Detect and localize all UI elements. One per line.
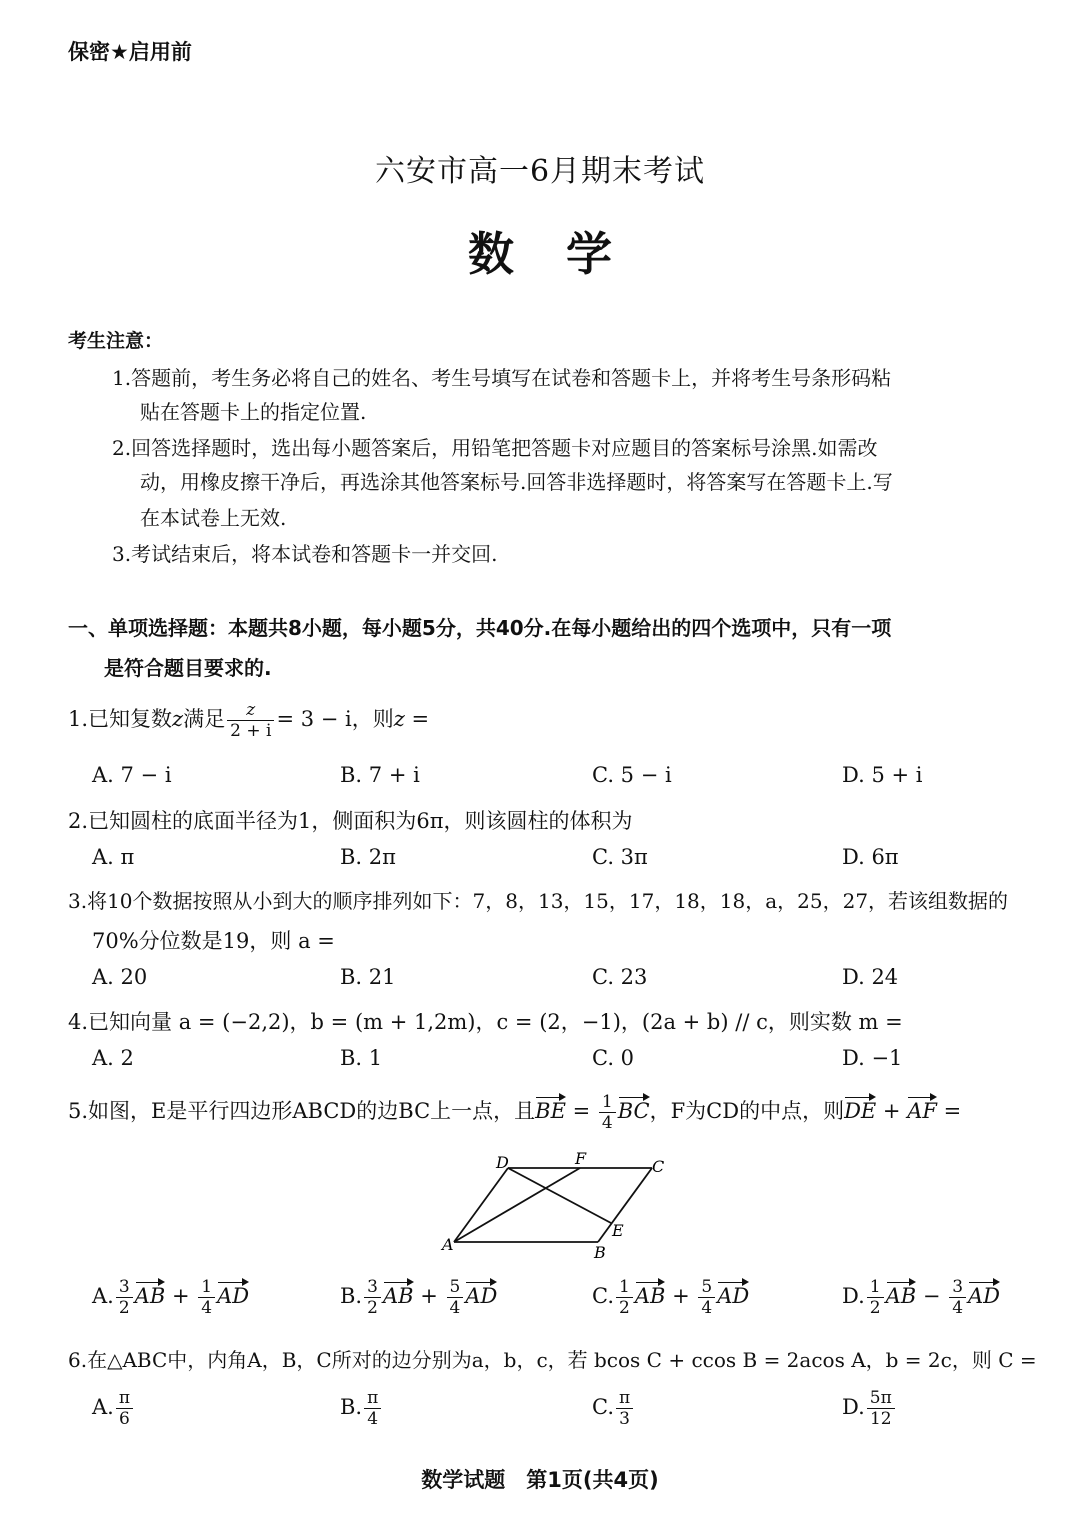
- operator: +: [672, 1284, 690, 1308]
- q1-pre: 1.已知复数: [68, 707, 173, 731]
- vector-ab: AB: [383, 1280, 414, 1308]
- operator: +: [171, 1284, 190, 1308]
- label-e: E: [612, 1221, 624, 1240]
- q5-frac-den: 4: [601, 1113, 613, 1133]
- q5-option-a-frac1: [116, 1277, 133, 1318]
- notice-line-1: 1.答题前，考生务必将自己的姓名、考生号填写在试卷和答题卡上，并将考生号条形码粘: [112, 366, 892, 390]
- q6-option-c: [592, 1388, 635, 1429]
- question-3-line-2: 70%分位数是19，则 a =: [92, 929, 335, 953]
- operator: −: [922, 1284, 941, 1308]
- q1-mid: 满足: [183, 707, 226, 731]
- q1-option-a: A. 7 − i: [92, 763, 172, 787]
- notice-title: 考生注意：: [68, 330, 164, 352]
- frac-num: 5π: [867, 1388, 895, 1409]
- frac-den: 4: [701, 1298, 713, 1318]
- vector-ab: AB: [635, 1280, 666, 1308]
- q5-option-d: [842, 1277, 1000, 1318]
- question-2: 2.已知圆柱的底面半径为1，侧面积为6π，则该圆柱的体积为: [68, 809, 633, 833]
- q6-option-b: [340, 1388, 383, 1429]
- label-b: B: [594, 1243, 606, 1260]
- frac-den: 2: [869, 1298, 881, 1318]
- q5-option-b-frac2: [447, 1277, 464, 1318]
- q1-var: z: [172, 707, 184, 731]
- q5-option-c-frac1: [616, 1277, 633, 1318]
- parallelogram-figure: [430, 1148, 670, 1260]
- notice-line-6: 3.考试结束后，将本试卷和答题卡一并交回.: [112, 542, 498, 566]
- q4-option-c: C. 0: [592, 1046, 635, 1070]
- q5-plus: +: [876, 1099, 908, 1123]
- question-6: 6.在△ABC中，内角A，B，C所对的边分别为a，b，c，若 bcos C + ccos B = 2acos A，b = 2c，则 C =: [68, 1348, 1037, 1372]
- q5-vector-af: AF: [907, 1095, 937, 1123]
- q1-var2: z: [393, 707, 405, 731]
- frac-den: 2: [619, 1298, 630, 1318]
- q3-option-a: A. 20: [92, 965, 148, 989]
- page-footer: 数学试题 第1页(共4页): [421, 1468, 659, 1492]
- q5-option-c-letter: C.: [592, 1284, 614, 1308]
- q5-option-a-letter: A.: [92, 1284, 114, 1308]
- q5-option-d-frac1: [867, 1277, 884, 1318]
- q1-frac-den: 2 + i: [230, 721, 272, 741]
- q5-option-c: [592, 1277, 749, 1318]
- q6-option-c-frac: [616, 1388, 633, 1429]
- label-c: C: [652, 1157, 665, 1176]
- frac-num: 5: [698, 1277, 715, 1298]
- frac-num: π: [364, 1388, 381, 1409]
- vector-ad: AD: [717, 1280, 749, 1308]
- q5-post: =: [936, 1099, 962, 1123]
- q3-option-c: C. 23: [592, 965, 648, 989]
- frac-num: 5: [447, 1277, 464, 1298]
- confidential-label: 保密★启用前: [68, 40, 192, 64]
- q6-option-d-letter: D.: [842, 1395, 865, 1419]
- q5-eq: =: [565, 1099, 597, 1123]
- frac-den: 2: [367, 1298, 378, 1318]
- frac-num: 3: [949, 1277, 966, 1298]
- q6-option-a-letter: A.: [92, 1395, 114, 1419]
- q6-option-b-frac: [364, 1388, 381, 1429]
- section-heading-line-2: 是符合题目要求的.: [104, 656, 272, 680]
- section-heading-line-1: 一、单项选择题：本题共8小题，每小题5分，共40分.在每小题给出的四个选项中，只有一项: [68, 616, 892, 640]
- q1-eq: =: [404, 707, 430, 731]
- q4-option-a: A. 2: [92, 1046, 134, 1070]
- frac-den: 6: [119, 1409, 130, 1429]
- q5-option-b-letter: B.: [340, 1284, 363, 1308]
- q1-option-d: D. 5 + i: [842, 763, 923, 787]
- q4-option-d: D. −1: [842, 1046, 903, 1070]
- exam-subtitle: 六安市高一6月期末考试: [374, 154, 706, 189]
- q5-option-a-frac2: [198, 1277, 215, 1318]
- frac-num: 1: [198, 1277, 215, 1298]
- q6-option-c-letter: C.: [592, 1395, 614, 1419]
- label-f: F: [575, 1149, 587, 1168]
- q5-mid: ，F为CD的中点，则: [649, 1099, 845, 1123]
- vector-ad: AD: [465, 1280, 497, 1308]
- operator: +: [420, 1284, 438, 1308]
- q1-post: = 3 − i，则: [276, 707, 394, 731]
- frac-num: π: [616, 1388, 633, 1409]
- vector-ad: AD: [968, 1280, 1000, 1308]
- q1-fraction: [227, 700, 274, 741]
- q5-pre: 5.如图，E是平行四边形ABCD的边BC上一点，且: [68, 1099, 536, 1123]
- q2-option-b: B. 2π: [340, 845, 396, 869]
- notice-line-5: 在本试卷上无效.: [140, 506, 287, 530]
- q3-option-b: B. 21: [340, 965, 396, 989]
- frac-num: 3: [116, 1277, 133, 1298]
- q2-option-a: A. π: [92, 845, 135, 869]
- q5-option-d-frac2: [949, 1277, 966, 1318]
- exam-title: 数学: [468, 227, 664, 281]
- frac-num: 3: [364, 1277, 381, 1298]
- q5-vector-be: BE: [535, 1095, 566, 1123]
- frac-den: 4: [449, 1298, 461, 1318]
- segment-de: [508, 1168, 611, 1223]
- question-4: 4.已知向量 a = (−2,2)，b = (m + 1,2m)，c = (2，−1)，(2a + b) // c，则实数 m =: [68, 1010, 903, 1034]
- q5-option-a: [92, 1277, 249, 1318]
- frac-den: 4: [201, 1298, 213, 1318]
- label-a: A: [442, 1235, 454, 1254]
- vector-ab: AB: [135, 1280, 166, 1308]
- question-3-line-1: 3.将10个数据按照从小到大的顺序排列如下：7，8，13，15，17，18，18，a，25，27，若该组数据的: [68, 889, 1009, 913]
- q5-option-d-letter: D.: [842, 1284, 865, 1308]
- vector-ad: AD: [217, 1280, 249, 1308]
- label-d: D: [496, 1153, 509, 1172]
- frac-den: 3: [619, 1409, 630, 1429]
- q1-frac-num: z: [227, 700, 274, 721]
- notice-line-3: 2.回答选择题时，选出每小题答案后，用铅笔把答题卡对应题目的答案标号涂黑.如需改: [112, 436, 878, 460]
- q1-option-c: C. 5 − i: [592, 763, 672, 787]
- q5-vector-de: DE: [844, 1095, 876, 1123]
- q6-option-d-frac: [867, 1388, 895, 1429]
- frac-num: 1: [867, 1277, 884, 1298]
- q6-option-a: [92, 1388, 135, 1429]
- edge-da: [454, 1168, 508, 1242]
- q3-option-d: D. 24: [842, 965, 899, 989]
- vector-ab: AB: [886, 1280, 917, 1308]
- question-5: [68, 1092, 961, 1133]
- frac-den: 2: [118, 1298, 130, 1318]
- q5-frac-num: 1: [599, 1092, 616, 1113]
- q1-option-b: B. 7 + i: [340, 763, 420, 787]
- notice-line-4: 动，用橡皮擦干净后，再选涂其他答案标号.回答非选择题时，将答案写在答题卡上.写: [140, 470, 893, 494]
- frac-num: 1: [616, 1277, 633, 1298]
- q6-option-a-frac: [116, 1388, 133, 1429]
- segment-af: [454, 1168, 580, 1242]
- edge-bc: [598, 1168, 652, 1242]
- q5-option-b: [340, 1277, 497, 1318]
- frac-den: 12: [869, 1409, 892, 1429]
- question-1: [68, 700, 429, 741]
- q4-option-b: B. 1: [340, 1046, 383, 1070]
- frac-num: π: [116, 1388, 133, 1409]
- q5-option-b-frac1: [364, 1277, 381, 1318]
- q5-vector-bc: BC: [618, 1095, 650, 1123]
- frac-den: 4: [367, 1409, 379, 1429]
- q5-fraction: [599, 1092, 616, 1133]
- q2-option-c: C. 3π: [592, 845, 648, 869]
- q6-option-d: [842, 1388, 897, 1429]
- frac-den: 4: [952, 1298, 964, 1318]
- q6-option-b-letter: B.: [340, 1395, 363, 1419]
- q5-option-c-frac2: [698, 1277, 715, 1318]
- q2-option-d: D. 6π: [842, 845, 899, 869]
- notice-line-2: 贴在答题卡上的指定位置.: [140, 400, 367, 424]
